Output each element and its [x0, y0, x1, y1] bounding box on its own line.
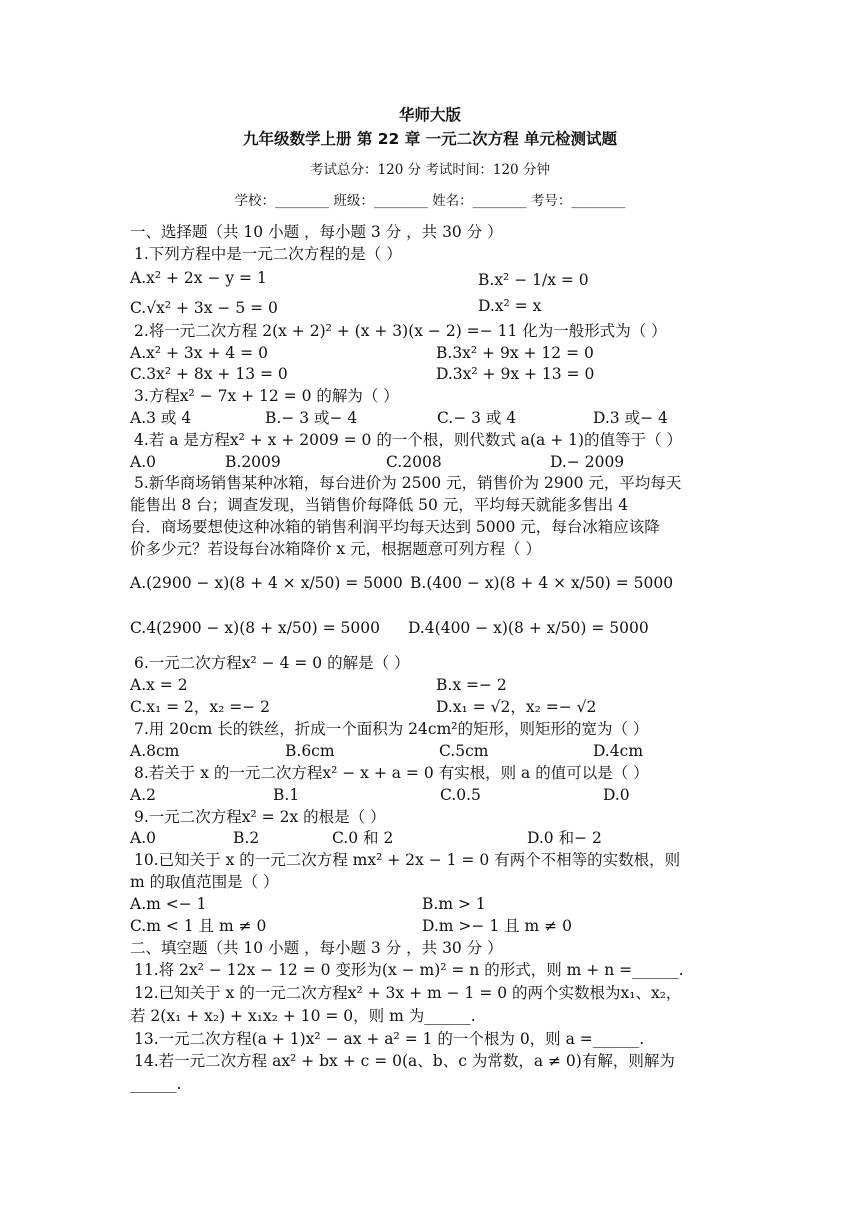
question-14-line-2: ______. [130, 1075, 182, 1093]
question-7-option-a: A.8cm [130, 742, 180, 760]
question-8-option-c: C.0.5 [440, 786, 481, 804]
question-14-line-1: 14.若一元二次方程 ax² + bx + c = 0(a、b、c 为常数，a ≠ 0)有解，则解为 [134, 1052, 675, 1070]
question-6-option-b: B.x =− 2 [436, 676, 507, 694]
question-9-option-d: D.0 和− 2 [527, 829, 602, 847]
question-12-line-1: 12.已知关于 x 的一元二次方程x² + 3x + m − 1 = 0 的两个实数根为x₁、x₂， [134, 984, 682, 1002]
question-8-option-a: A.2 [130, 786, 156, 804]
question-2-option-d: D.3x² + 9x + 13 = 0 [436, 365, 595, 383]
question-3-stem: 3.方程x² − 7x + 12 = 0 的解为（ ） [134, 387, 399, 405]
question-13: 13.一元二次方程(a + 1)x² − ax + a² = 1 的一个根为 0，则 a =______. [134, 1030, 645, 1048]
question-5-option-b: B.(400 − x)(8 + 4 × x/50) = 5000 [410, 574, 674, 592]
question-4-stem: 4.若 a 是方程x² + x + 2009 = 0 的一个根，则代数式 a(a + 1)的值等于（ ） [134, 431, 682, 449]
question-2-stem: 2.将一元二次方程 2(x + 2)² + (x + 3)(x − 2) =− 11 化为一般形式为（ ） [134, 322, 667, 340]
question-1-option-a: A.x² + 2x − y = 1 [130, 269, 267, 287]
question-5-option-c: C.4(2900 − x)(8 + x/50) = 5000 [130, 619, 380, 637]
question-9-option-a: A.0 [130, 829, 156, 847]
question-6-stem: 6.一元二次方程x² − 4 = 0 的解是（ ） [134, 654, 410, 672]
question-2-option-c: C.3x² + 8x + 13 = 0 [130, 365, 288, 383]
question-4-option-a: A.0 [130, 453, 156, 471]
document-title: 九年级数学上册 第 22 章 一元二次方程 单元检测试题 [242, 130, 618, 148]
question-9-option-b: B.2 [233, 829, 260, 847]
question-10-option-b: B.m > 1 [422, 895, 486, 913]
question-3-option-d: D.3 或− 4 [593, 409, 668, 427]
question-5-line-4: 价多少元？若设每台冰箱降价 x 元，根据题意可列方程（ ） [130, 540, 542, 558]
question-1-option-d: D.x² = x [478, 297, 542, 315]
question-6-option-a: A.x = 2 [130, 676, 188, 694]
section-heading-fill-in: 二、填空题（共 10 小题 ，每小题 3 分 ，共 30 分 ） [130, 939, 503, 957]
question-5-line-1: 5.新华商场销售某种冰箱，每台进价为 2500 元，销售价为 2900 元，平均每天 [134, 474, 682, 492]
question-4-option-c: C.2008 [386, 453, 442, 471]
question-12-line-2: 若 2(x₁ + x₂) + x₁x₂ + 10 = 0，则 m 为______. [130, 1007, 476, 1025]
question-10-option-a: A.m <− 1 [130, 895, 207, 913]
question-7-stem: 7.用 20cm 长的铁丝，折成一个面积为 24cm²的矩形，则矩形的宽为（ ） [134, 720, 649, 738]
question-9-option-c: C.0 和 2 [332, 829, 394, 847]
publisher-title: 华师大版 [398, 106, 461, 124]
question-9-stem: 9.一元二次方程x² = 2x 的根是（ ） [134, 808, 386, 826]
question-5-line-3: 台．商场要想使这种冰箱的销售利润平均每天达到 5000 元，每台冰箱应该降 [130, 518, 660, 536]
question-2-option-b: B.3x² + 9x + 12 = 0 [436, 344, 594, 362]
section-heading-choice: 一、选择题（共 10 小题 ，每小题 3 分 ，共 30 分 ） [130, 223, 503, 241]
question-10-line-2: m 的取值范围是（ ） [130, 873, 279, 891]
question-1-option-b: B.x² − 1/x = 0 [478, 271, 589, 289]
question-7-option-c: C.5cm [439, 742, 489, 760]
question-1-stem: 1.下列方程中是一元二次方程的是（ ） [134, 245, 402, 263]
question-6-option-c: C.x₁ = 2，x₂ =− 2 [130, 698, 271, 716]
question-11: 11.将 2x² − 12x − 12 = 0 变形为(x − m)² = n 的形式，则 m + n =______. [134, 961, 684, 979]
question-3-option-c: C.− 3 或 4 [437, 409, 517, 427]
student-fields: 学校：________ 班级：________ 姓名：________ 考号：________ [234, 193, 626, 209]
question-2-option-a: A.x² + 3x + 4 = 0 [130, 344, 268, 362]
question-5-option-d: D.4(400 − x)(8 + x/50) = 5000 [408, 619, 649, 637]
question-3-option-a: A.3 或 4 [130, 409, 192, 427]
question-3-option-b: B.− 3 或− 4 [265, 409, 358, 427]
exam-info: 考试总分：120 分 考试时间：120 分钟 [310, 162, 550, 178]
question-10-option-c: C.m < 1 且 m ≠ 0 [130, 917, 267, 935]
question-7-option-b: B.6cm [285, 742, 335, 760]
question-8-stem: 8.若关于 x 的一元二次方程x² − x + a = 0 有实根，则 a 的值可以是（ ） [134, 764, 649, 782]
question-10-line-1: 10.已知关于 x 的一元二次方程 mx² + 2x − 1 = 0 有两个不相等的实数根，则 [134, 851, 681, 869]
question-5-line-2: 能售出 8 台；调查发现，当销售价每降低 50 元，平均每天就能多售出 4 [130, 496, 629, 514]
question-8-option-b: B.1 [273, 786, 300, 804]
question-4-option-d: D.− 2009 [550, 453, 625, 471]
question-4-option-b: B.2009 [225, 453, 281, 471]
question-8-option-d: D.0 [603, 786, 630, 804]
question-10-option-d: D.m >− 1 且 m ≠ 0 [422, 917, 572, 935]
question-1-option-c: C.√x² + 3x − 5 = 0 [130, 299, 278, 317]
question-5-option-a: A.(2900 − x)(8 + 4 × x/50) = 5000 [130, 574, 403, 592]
question-7-option-d: D.4cm [593, 742, 644, 760]
question-6-option-d: D.x₁ = √2，x₂ =− √2 [436, 698, 597, 716]
